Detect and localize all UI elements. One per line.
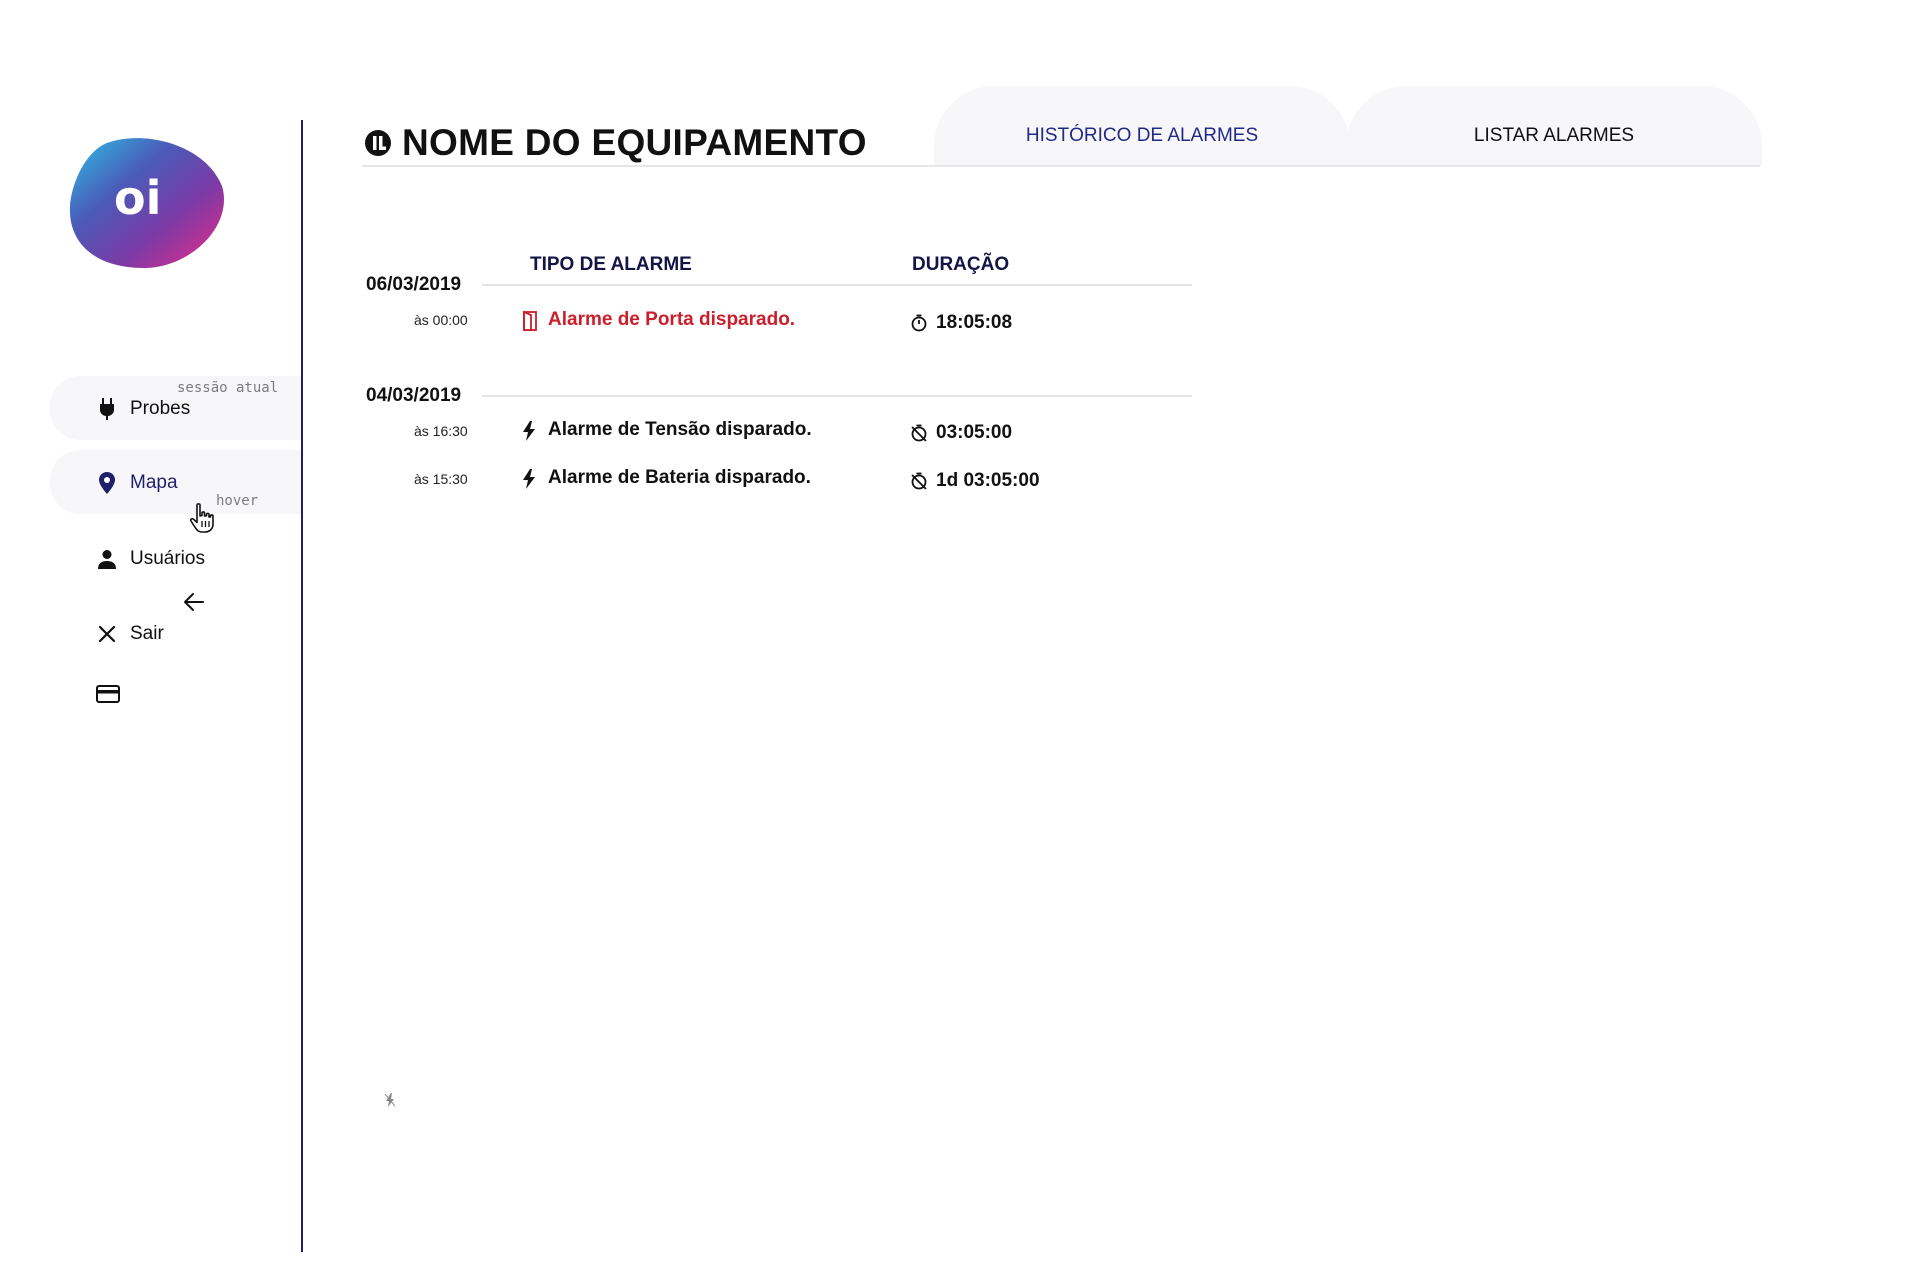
group-divider: [482, 284, 1192, 286]
sidebar-item-usuarios[interactable]: [96, 544, 205, 574]
sidebar-item-sair[interactable]: [96, 619, 164, 649]
row-time: às 15:30: [414, 471, 468, 487]
group-date: 04/03/2019: [366, 385, 462, 406]
column-header-duration: DURAÇÃO: [912, 254, 1010, 275]
equipment-logo-icon: [364, 129, 392, 157]
close-icon: [96, 623, 118, 645]
alarm-label: Alarme de Tensão disparado.: [548, 419, 812, 440]
stopwatch-icon: [910, 314, 928, 332]
brand-logo[interactable]: [66, 134, 226, 270]
row-time: às 00:00: [414, 312, 468, 328]
bolt-off-icon: [385, 1093, 395, 1112]
sidebar-divider: [301, 120, 303, 1252]
group-divider: [482, 395, 1192, 397]
sidebar-item-label: Usuários: [130, 548, 205, 569]
title-divider: [362, 165, 1760, 167]
logo-text: oi: [114, 171, 162, 225]
door-icon: [522, 311, 540, 329]
bolt-icon: [522, 421, 540, 439]
page-title: [364, 122, 867, 164]
table-row-alarm[interactable]: [522, 419, 812, 441]
row-duration: [910, 312, 1012, 334]
hover-note: hover: [216, 493, 259, 509]
tab-historico-de-alarmes[interactable]: HISTÓRICO DE ALARMES: [934, 86, 1350, 166]
duration-value: 18:05:08: [936, 312, 1013, 333]
alarm-label: Alarme de Bateria disparado.: [548, 467, 811, 488]
sidebar-item-label: Mapa: [130, 472, 178, 493]
sidebar-item-label: Probes: [130, 398, 191, 419]
tab-listar-alarmes[interactable]: LISTAR ALARMES: [1346, 86, 1762, 166]
sidebar-item-probes[interactable]: [96, 394, 190, 424]
plug-icon: [96, 398, 118, 420]
sidebar-item-mapa[interactable]: [96, 468, 178, 498]
timer-off-icon: [910, 424, 928, 442]
bolt-icon: [522, 469, 540, 487]
column-header-type: TIPO DE ALARME: [530, 254, 692, 275]
row-duration: [910, 422, 1012, 444]
duration-value: 1d 03:05:00: [936, 470, 1040, 491]
table-row-alarm[interactable]: [522, 309, 795, 331]
group-date: 06/03/2019: [366, 274, 462, 295]
row-time: às 16:30: [414, 423, 468, 439]
sidebar-item-label: Sair: [130, 623, 164, 644]
card-icon[interactable]: [96, 685, 120, 708]
row-duration: [910, 470, 1040, 492]
duration-value: 03:05:00: [936, 422, 1013, 443]
arrow-left-icon[interactable]: [183, 592, 205, 617]
map-pin-icon: [96, 472, 118, 494]
current-session-note: sessão atual: [177, 380, 279, 396]
hand-pointer-icon: [188, 503, 216, 538]
user-icon: [96, 548, 118, 570]
page-title-text: NOME DO EQUIPAMENTO: [402, 122, 867, 163]
timer-off-icon: [910, 472, 928, 490]
table-row-alarm[interactable]: [522, 467, 811, 489]
alarm-label: Alarme de Porta disparado.: [548, 309, 796, 330]
